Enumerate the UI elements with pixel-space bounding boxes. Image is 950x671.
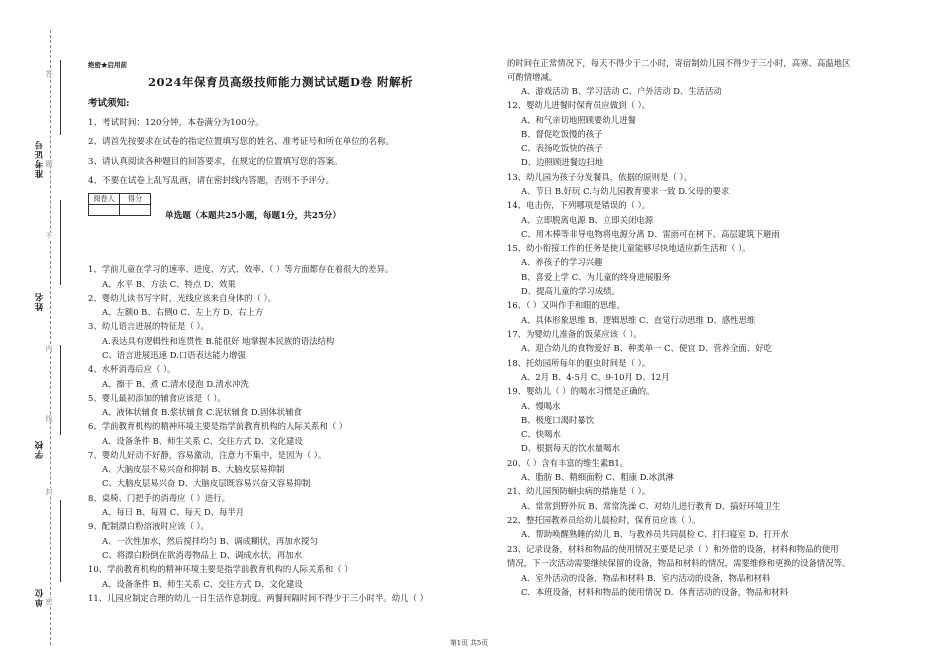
- margin-char: 线: [45, 415, 53, 422]
- option-line: C、大脑皮层易兴奋 D、大脑皮层既容易兴奋又容易抑制: [102, 478, 311, 488]
- question-line: 19、婴幼儿（ ）的喝水习惯是正确的。: [507, 386, 655, 396]
- question-line: 11、儿园应制定合理的幼儿一日生活作息制度。两餐间隔时间不得少于三小时半。幼儿（ ）: [88, 593, 428, 603]
- name-label: 姓名: [35, 292, 45, 311]
- score-label: 得分: [120, 194, 151, 205]
- notice-item: 3、请认真阅读各种题目的回答要求，在规定的位置填写您的答案。: [88, 156, 343, 167]
- page-number: 第1页 共5页: [450, 639, 488, 647]
- option-line: A、常常到野外玩 B、常常洗澡 C、对幼儿进行教育 D、搞好环境卫生: [521, 501, 781, 511]
- question-line: 20、（ ）含有丰富的维生素B1。: [507, 458, 629, 468]
- exam-number-field[interactable]: [60, 60, 61, 135]
- question-line: 22、整托园教养员给幼儿晨检时，保育员应该（ ）。: [507, 515, 701, 525]
- question-line: 5、婴儿最初添加的辅食应该是（ ）。: [88, 393, 226, 403]
- confidential-mark: 绝密★启用前: [88, 61, 127, 69]
- option-line: C．本班设备，材料和物品的使用情况 D．体育活动的设备，物品和材料: [521, 587, 789, 597]
- margin-char: 封: [45, 488, 53, 495]
- question-line: 2、婴幼儿读书写字时，光线应该来自身体的（ ）。: [88, 293, 277, 303]
- option-line: B、极度口渴时暴饮: [521, 415, 595, 425]
- question-line: 9、配制漂白粉溶液时应该（ ）。: [88, 521, 210, 531]
- option-line: A、设备条件 B、师生关系 C、交往方式 D、文化建设: [102, 579, 303, 589]
- option-line: A、帮助唤醒熟睡的幼儿 B、与教养员共同晨检 C、打扫寝室 D、打开水: [521, 529, 789, 539]
- question-line: 3、幼儿语言进展的特征是（ ）。: [88, 321, 210, 331]
- question-line: 10、学前教育机构的精神环境主要是指学前教育机构的人际关系和（ ）: [88, 564, 353, 574]
- score-cell[interactable]: [120, 205, 151, 216]
- option-line: C、语言进展迅速 D.口语表达能力增强: [102, 350, 246, 360]
- question-line: 可酌情增减。: [507, 72, 558, 82]
- option-line: D、边照顾进餐边扫地: [521, 157, 604, 167]
- option-line: A、一次性加水，然后搅拌均匀 B、调成糊状，再加水搅匀: [102, 536, 318, 546]
- name-field[interactable]: [60, 200, 61, 285]
- question-line: 4、水杯消毒后应（ ）。: [88, 364, 176, 374]
- option-line: A、养孩子的学习兴趣: [521, 257, 603, 267]
- unit-field[interactable]: [60, 500, 61, 582]
- question-line: 15、幼小衔接工作的任务是使儿童能够尽快地适应新生活和（ ）。: [507, 243, 751, 253]
- option-line: A、2月 B、4-5月 C、9-10月 D、12月: [521, 372, 670, 382]
- question-line: 6、学前教育机构的精神环境主要是指学前教育机构的人际关系和（ ）: [88, 421, 348, 431]
- option-line: C、表扬吃饭快的孩子: [521, 143, 603, 153]
- exam-number-label: 准考证号: [35, 140, 45, 178]
- grader-label: 阅卷人: [89, 194, 120, 205]
- question-line: 23、记录设备，材料和物品的使用情况主要是记录（ ）和外借的设备，材料和物品的使用: [507, 544, 839, 554]
- margin-char: 题: [45, 160, 53, 167]
- margin-char: 密: [45, 598, 53, 605]
- school-field[interactable]: [60, 345, 61, 435]
- score-box: [88, 193, 151, 216]
- question-line: 7、婴幼儿好动不好静，容易激动，注意力不集中，是因为（ ）。: [88, 450, 327, 460]
- grader-cell[interactable]: [89, 205, 120, 216]
- option-line: A、大脑皮层不易兴奋和抑制 B、大脑皮层易抑制: [102, 464, 285, 474]
- option-line: A、设备条件 B、师生关系 C、交往方式 D、文化建设: [102, 436, 303, 446]
- question-line: 18、托幼园所每年的驱虫时间是（ ）。: [507, 358, 651, 368]
- option-line: B、督促吃饭慢的孩子: [521, 129, 603, 139]
- notice-list: [88, 114, 488, 192]
- option-line: A、水平 B、方法 C、特点 D、效果: [102, 279, 236, 289]
- question-line: 8、桌椅、门把手的消毒应（ ）进行。: [88, 493, 230, 503]
- question-line: 21、幼儿园预防蛔虫病的措施是（ ）。: [507, 486, 651, 496]
- notice-item: 4、不要在试卷上乱写乱画，请在密封线内答题，否则不予评分。: [88, 176, 335, 187]
- unit-label: 单位: [35, 588, 45, 607]
- margin-char: 不: [45, 232, 53, 239]
- notice-item: 1、考试时间：120分钟，本卷满分为100分。: [88, 118, 264, 128]
- option-line: A、迎合幼儿的食物爱好 B、种类单一 C、便宜 D、营养全面、好吃: [521, 343, 773, 353]
- question-line: 17、为婴幼儿准备的饭菜应该（ ）。: [507, 329, 642, 339]
- option-line: A、左额0 B、右侧0 C、左上方 D、右上方: [102, 307, 264, 317]
- option-line: A、每日 B、每周 C、每天 D、每半月: [102, 507, 245, 517]
- option-line: A、节日 B.好玩 C.与幼儿园教育要求一致 D.父母的要求: [521, 186, 730, 196]
- option-line: A.表达具有逻辑性和连贯性 B.能很好 地掌握本民族的语法结构: [102, 336, 335, 346]
- notice-item: 2、请首先按要求在试卷的指定位置填写您的姓名、准考证号和所在单位的名称。: [88, 137, 395, 148]
- option-line: D、根据每天的饮水量喝水: [521, 443, 620, 453]
- option-line: A、慢喝水: [521, 401, 561, 411]
- option-line: A．室外活动的设备，物品和材料 B．室内活动的设备，物品和材料: [521, 573, 771, 583]
- question-line: 的时间在正常情况下，每天不得少于二小时，寄宿制幼儿园不得少于三小时，高寒、高温地区: [507, 58, 851, 68]
- option-line: A、立即脱离电源 B、立即关闭电源: [521, 215, 654, 225]
- question-line: 情况，下一次活动需要继续保留的设备，物品和材料的情况，需要维修和更换的设备情况等。: [507, 558, 851, 568]
- option-line: A、液体状辅食 B.浆状辅食 C.泥状辅食 D.固体状辅食: [102, 407, 302, 417]
- binding-margin: [0, 0, 75, 671]
- option-line: C、用木棒等非导电物将电源分离 D、雷雨可在树下、高层建筑下避雨: [521, 229, 780, 239]
- question-line: 16、（ ）又叫作手和眼的思维。: [507, 300, 625, 310]
- section-title: 单选题（本题共25小题，每题1分，共25分）: [165, 211, 341, 221]
- question-line: 1、学前儿童在学习的速率、进度、方式、效率、（ ）等方面都存在着很大的差异。: [88, 264, 394, 274]
- option-line: A、游戏活动 B、学习活动 C、户外活动 D、生活活动: [521, 86, 722, 96]
- school-label: 学校: [35, 440, 45, 459]
- option-line: A、和气亲切地照顾要幼儿进餐: [521, 115, 636, 125]
- question-line: 14、电击伤，下列哪项是错误的（ ）。: [507, 200, 651, 210]
- option-line: A、具体形象思维 B、逻辑思维 C、直觉行动思维 D、感性思维: [521, 315, 756, 325]
- question-line: 12、婴幼儿进餐时保育员应做到（ ）。: [507, 100, 651, 110]
- option-line: D、提高儿童的学习成绩。: [521, 286, 620, 296]
- page-title: 2024年保育员高级技师能力测试试题D卷 附解析: [148, 75, 413, 89]
- option-line: A、擦干 B、煮 C.清水侵泡 D.清水冲洗: [102, 379, 249, 389]
- notice-heading: 考试须知:: [88, 98, 130, 109]
- margin-char: 答: [45, 70, 53, 77]
- question-line: 13、幼儿园为孩子分发餐具，依据的原则是（ ）。: [507, 172, 692, 182]
- option-line: C、快喝水: [521, 429, 561, 439]
- option-line: A、脂肪 B、精细面粉 C、粗康 D.冰淇淋: [521, 472, 674, 482]
- option-line: C、将漂白粉倒在欲消毒物品上 D、调成水状，再加水: [102, 550, 303, 560]
- margin-char: 内: [45, 345, 53, 352]
- option-line: B、喜爱上学 C、为儿童的终身进展服务: [521, 272, 671, 282]
- seal-line: [50, 30, 51, 645]
